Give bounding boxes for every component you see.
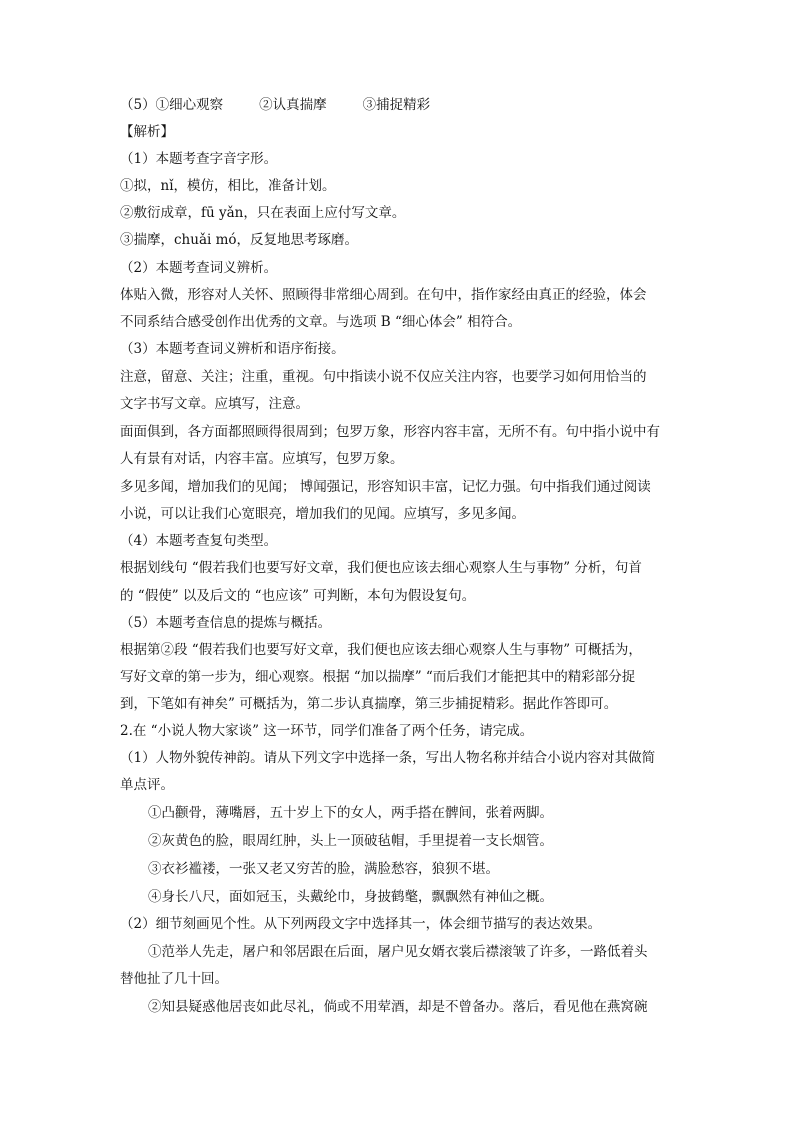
passage-2: ②知县疑惑他居丧如此尽礼，倘或不用荤酒，却是不曾备办。落后，看见他在燕窝碗: [148, 999, 648, 1015]
option-item: ③衣衫褴褛，一张又老又穷苦的脸，满脸愁容，狼狈不堪。: [148, 861, 499, 877]
analysis-line: （1）本题考查字音字形。: [120, 151, 278, 167]
passage-1-cont: 替他扯了几十回。: [120, 971, 228, 987]
analysis-line: 人有景有对话，内容丰富。应填写，包罗万象。: [120, 451, 404, 467]
analysis-line: 根据划线句 “假若我们也要写好文章，我们便也应该去细心观察人生与事物” 分析，句首: [120, 560, 642, 576]
analysis-line: ②敷衍成章，fū yǎn，只在表面上应付写文章。: [120, 205, 406, 221]
analysis-line: 根据第②段 “假若我们也要写好文章，我们便也应该去细心观察人生与事物” 可概括为，: [120, 642, 642, 658]
analysis-line: （2）本题考查词义辨析。: [120, 260, 278, 276]
passage-1: ①范举人先走，屠户和邻居跟在后面，屠户见女婿衣裳后襟滚皱了许多，一路低着头: [148, 944, 648, 960]
answer-5-item-1: ①细心观察: [155, 97, 224, 113]
option-item: ②灰黄色的脸，眼周红肿，头上一顶破毡帽，手里提着一支长烟管。: [148, 833, 553, 849]
analysis-line: （3）本题考查词义辨析和语序衔接。: [120, 341, 345, 357]
analysis-line: 体贴入微，形容对人关怀、照顾得非常细心周到。在句中，指作家经由真正的经验，体会: [120, 287, 647, 303]
option-item: ④身长八尺，面如冠玉，头戴纶巾，身披鹤氅，飘飘然有神仙之概。: [148, 889, 553, 905]
question-2-task-1: （1）人物外貌传神韵。请从下列文字中选择一条，写出人物名称并结合小说内容对其做简: [120, 750, 656, 766]
question-2-task-2: （2）细节刻画见个性。从下列两段文字中选择其一，体会细节描写的表达效果。: [120, 916, 602, 932]
analysis-line: 小说，可以让我们心宽眼亮，增加我们的见闻。应填写，多见多闻。: [120, 506, 525, 522]
analysis-line: 面面俱到，各方面都照顾得很周到；包罗万象，形容内容丰富，无所不有。句中指小说中有: [120, 424, 660, 440]
analysis-line: 不同系结合感受创作出优秀的文章。与选项 B “细心体会” 相符合。: [120, 314, 522, 330]
answer-5-prefix: （5）: [120, 97, 156, 113]
analysis-line: 写好文章的第一步为，细心观察。根据 “加以揣摩” “而后我们才能把其中的精彩部分捉: [120, 669, 636, 685]
answer-5-item-2: ②认真揣摩: [259, 97, 327, 113]
analysis-line: 到，下笔如有神矣” 可概括为，第二步认真揣摩，第三步捕捉精彩。据此作答即可。: [120, 696, 618, 712]
question-2-task-1-cont: 单点评。: [120, 777, 174, 793]
analysis-line: 的 “假使” 以及后文的 “也应该” 可判断，本句为假设复句。: [120, 588, 476, 604]
analysis-line: 注意，留意、关注；注重，重视。句中指读小说不仅应关注内容，也要学习如何用恰当的: [120, 369, 647, 385]
analysis-line: 文字书写文章。应填写，注意。: [120, 396, 309, 412]
analysis-line: （5）本题考查信息的提炼与概括。: [120, 615, 332, 631]
analysis-heading: 【解析】: [120, 124, 174, 140]
analysis-line: 多见多闻，增加我们的见闻； 博闻强记，形容知识丰富，记忆力强。句中指我们通过阅读: [120, 479, 651, 495]
analysis-line: ③揣摩，chuǎi mó，反复地思考琢磨。: [120, 232, 359, 248]
option-item: ①凸颧骨，薄嘴唇，五十岁上下的女人，两手搭在髀间，张着两脚。: [148, 805, 553, 821]
answer-5-item-3: ③捕捉精彩: [362, 97, 431, 113]
analysis-line: （4）本题考查复句类型。: [120, 533, 278, 549]
analysis-line: ①拟，nǐ，模仿，相比，准备计划。: [120, 178, 336, 194]
answer-5: [120, 92, 680, 118]
question-2-stem: 2.在 “小说人物大家谈” 这一环节，同学们准备了两个任务，请完成。: [120, 723, 534, 739]
